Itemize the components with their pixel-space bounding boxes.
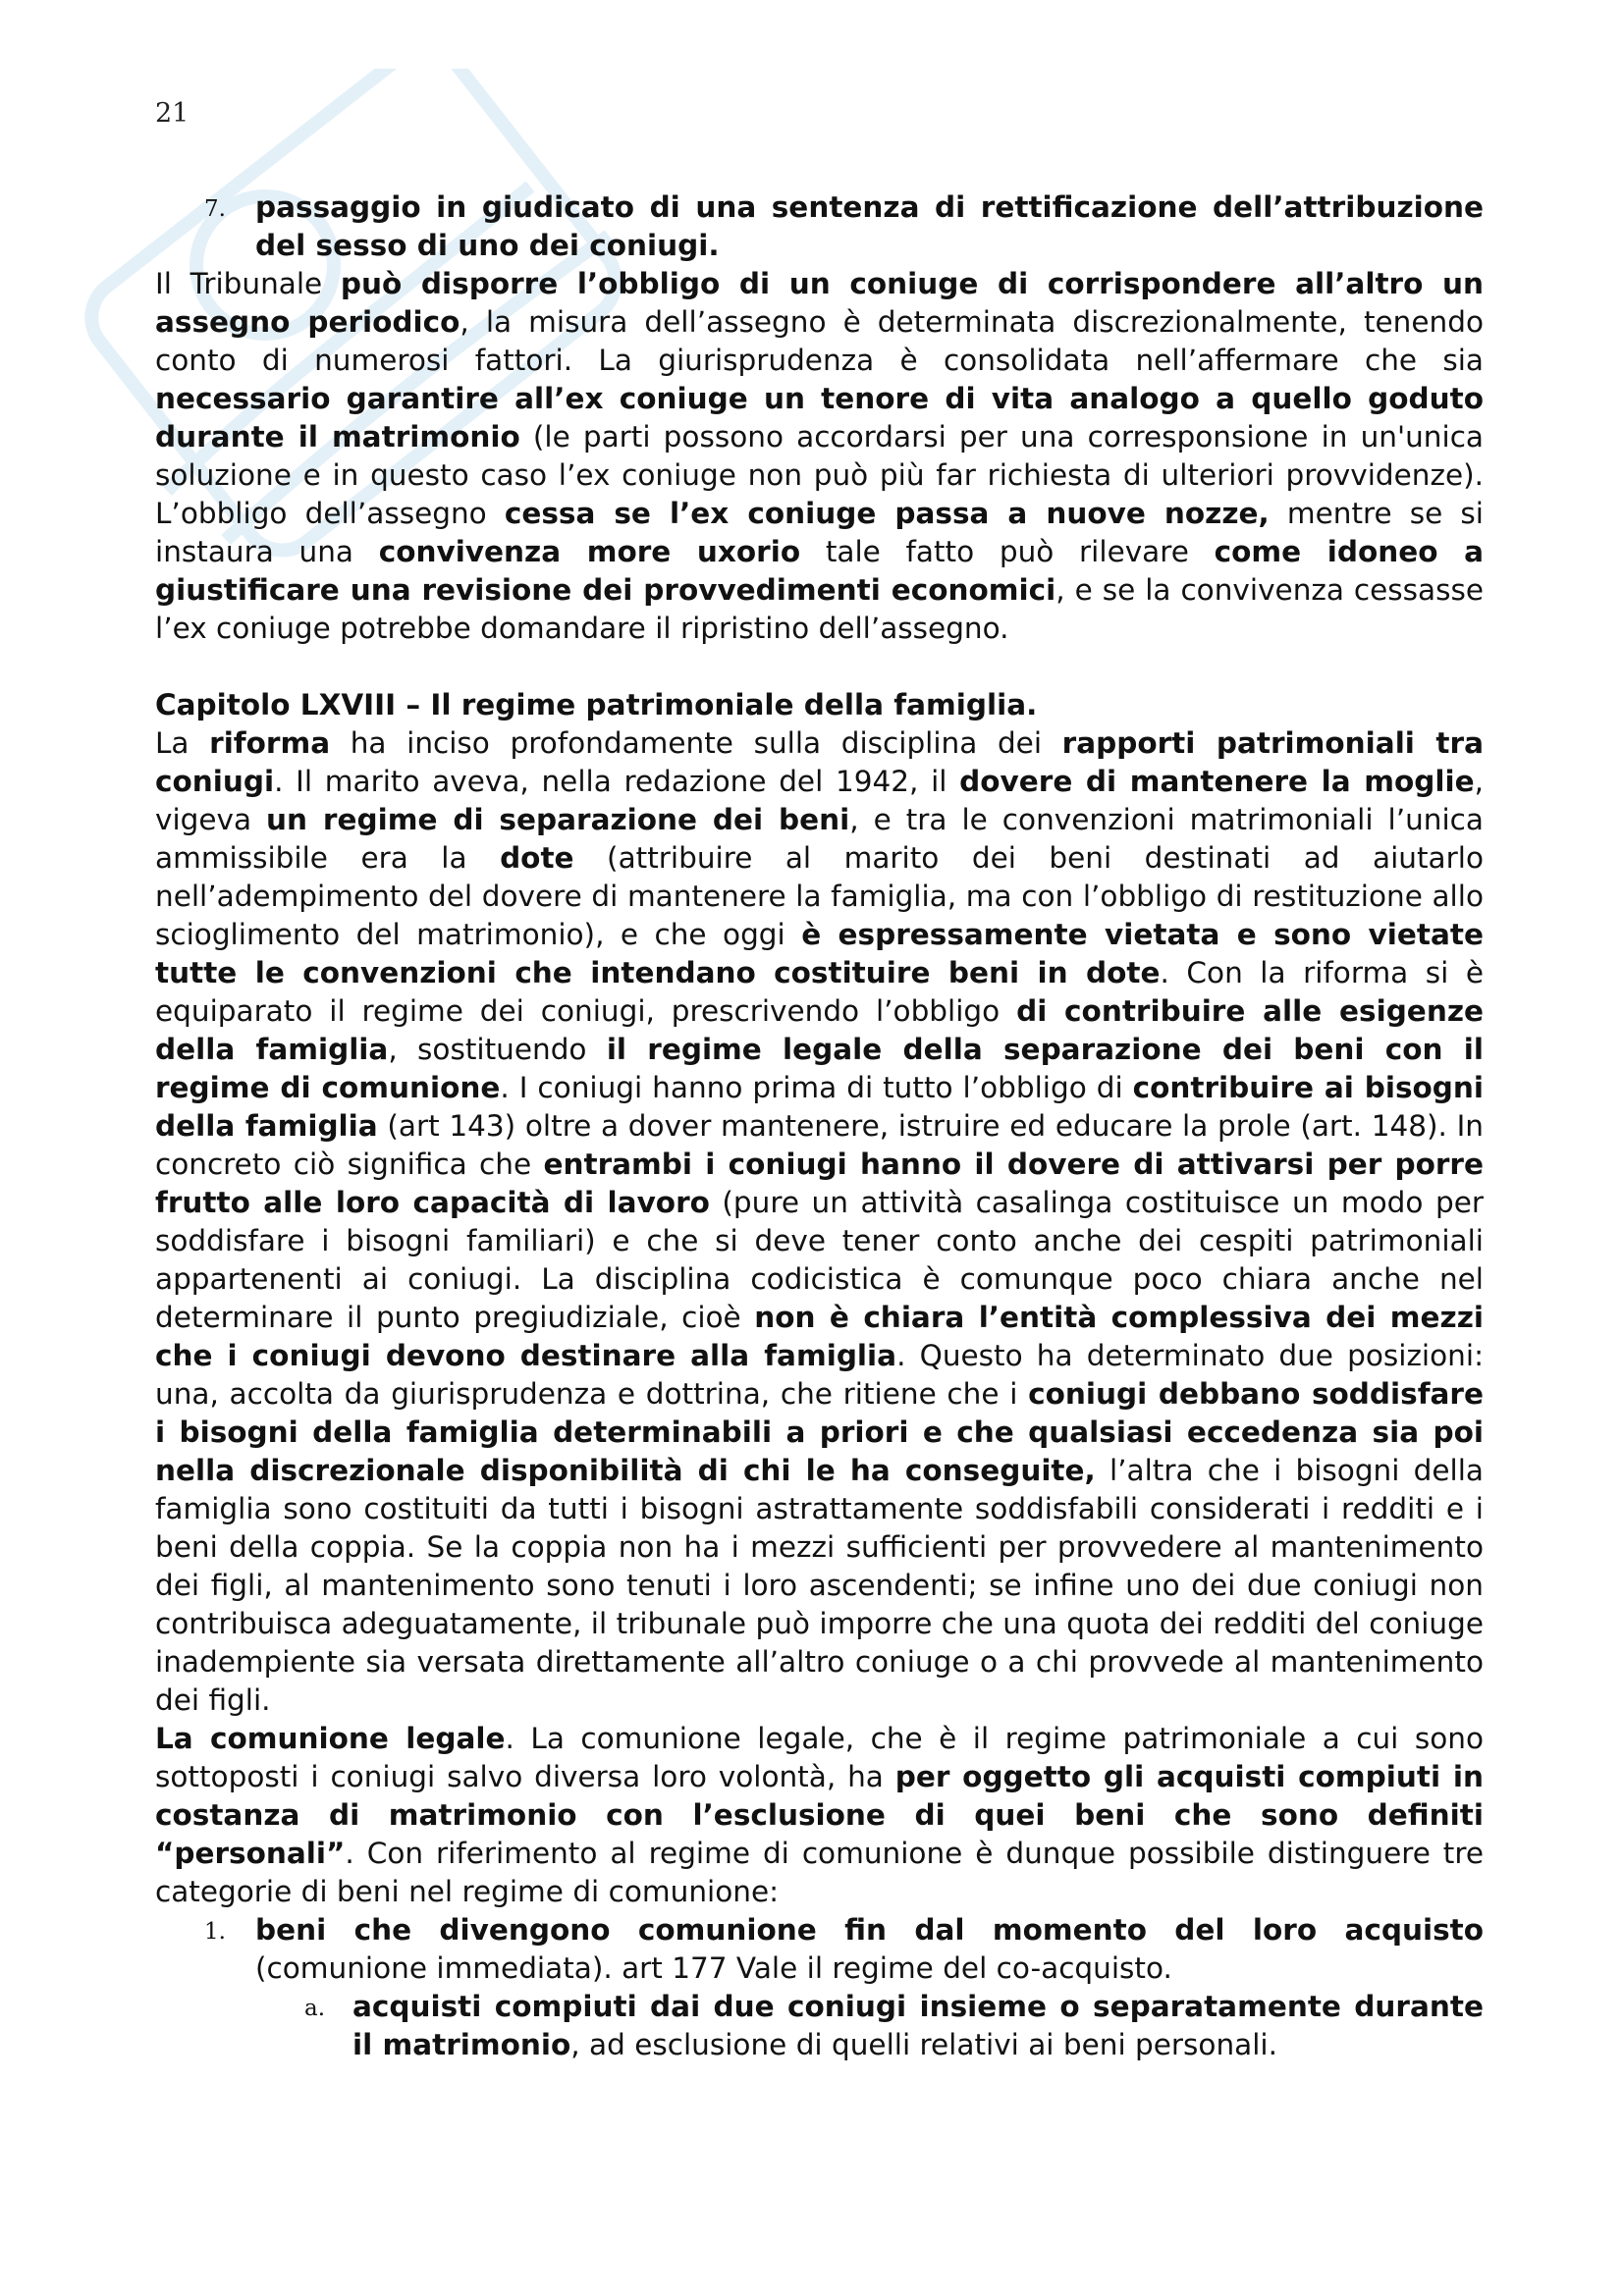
list-item-text: passaggio in giudicato di una sentenza di rettificazione dell’attribuzione del sesso di uno dei coniugi. — [255, 190, 1484, 262]
numbered-list — [155, 1911, 1484, 1988]
list-marker: a. — [304, 1996, 326, 2021]
paragraph-assegno: Il Tribunale può disporre l’obbligo di un coniuge di corrispondere all’altro un assegno periodico, la misura dell’assegno è determinata discrezionalmente, tenendo conto di numerosi fattori. La giurisprudenza è consolidata nell’affermare che sia necessario garantire all’ex coniuge un tenore di vita analogo a quello goduto durante il matrimonio (le parti possono accordarsi per una corresponsione in un'unica soluzione e in questo caso l’ex coniuge non può più far richiesta di ulteriori provvidenze). L’obbligo dell’assegno cessa se l’ex coniuge passa a nuove nozze, mentre se si instaura una convivenza more uxorio tale fatto può rilevare come idoneo a giustificare una revisione dei provvedimenti economici, e se la convivenza cessasse l’ex coniuge potrebbe domandare il ripristino dell’assegno. — [155, 267, 1484, 645]
document-body — [155, 188, 1484, 2064]
numbered-list-continued — [155, 188, 1484, 265]
list-marker: 7. — [204, 196, 226, 222]
lettered-sublist — [155, 1988, 1484, 2064]
list-item-7 — [155, 188, 1484, 265]
list-item-a: a. acquisti compiuti dai due coniugi insieme o separatamente durante il matrimonio, ad esclusione di quelli relativi ai beni personali. — [304, 1990, 1484, 2061]
list-item-1: 1. beni che divengono comunione fin dal momento del loro acquisto (comunione immediata). art 177 Vale il regime del co-acquisto. — [204, 1913, 1484, 1985]
page-number: 21 — [155, 98, 189, 129]
chapter-heading: Capitolo LXVIII – Il regime patrimoniale della famiglia. — [155, 688, 1038, 721]
list-marker: 1. — [204, 1919, 226, 1945]
paragraph-comunione-legale: La comunione legale. La comunione legale, che è il regime patrimoniale a cui sono sottoposti i coniugi salvo diversa loro volontà, ha per oggetto gli acquisti compiuti in costanza di matrimonio con l’esclusione di quei beni che sono definiti “personali”. Con riferimento al regime di comunione è dunque possibile distinguere tre categorie di beni nel regime di comunione: — [155, 1722, 1484, 1908]
paragraph-riforma: La riforma ha inciso profondamente sulla disciplina dei rapporti patrimoniali tra coniugi. Il marito aveva, nella redazione del 1942, il dovere di mantenere la moglie, vigeva un regime di separazione dei beni, e tra le convenzioni matrimoniali l’unica ammissibile era la dote (attribuire al marito dei beni destinati ad aiutarlo nell’adempimento del dovere di mantenere la famiglia, ma con l’obbligo di restituzione allo scioglimento del matrimonio), e che oggi è espressamente vietata e sono vietate tutte le convenzioni che intendano costituire beni in dote. Con la riforma si è equiparato il regime dei coniugi, prescrivendo l’obbligo di contribuire alle esigenze della famiglia, sostituendo il regime legale della separazione dei beni con il regime di comunione. I coniugi hanno prima di tutto l’obbligo di contribuire ai bisogni della famiglia (art 143) oltre a dover mantenere, istruire ed educare la prole (art. 148). In concreto ciò significa che entrambi i coniugi hanno il dovere di attivarsi per porre frutto alle loro capacità di lavoro (pure un attività casalinga costituisce un modo per soddisfare i bisogni familiari) e che si deve tener conto anche dei cespiti patrimoniali appartenenti ai coniugi. La disciplina codicistica è comunque poco chiara anche nel determinare il punto pregiudiziale, cioè non è chiara l’entità complessiva dei mezzi che i coniugi devono destinare alla famiglia. Questo ha determinato due posizioni: una, accolta da giurisprudenza e dottrina, che ritiene che i coniugi debbano soddisfare i bisogni della famiglia determinabili a priori e che qualsiasi eccedenza sia poi nella discrezionale disponibilità di chi le ha conseguite, l’altra che i bisogni della famiglia sono costituiti da tutti i bisogni astrattamente soddisfabili considerati i redditi e i beni della coppia. Se la coppia non ha i mezzi sufficienti per provvedere al mantenimento dei figli, al mantenimento sono tenuti i loro ascendenti; se infine uno dei due coniugi non contribuisca adeguatamente, il tribunale può imporre che una quota dei redditi del coniuge inadempiente sia versata direttamente all’altro coniuge o a chi provvede al mantenimento dei figli. — [155, 726, 1485, 1717]
